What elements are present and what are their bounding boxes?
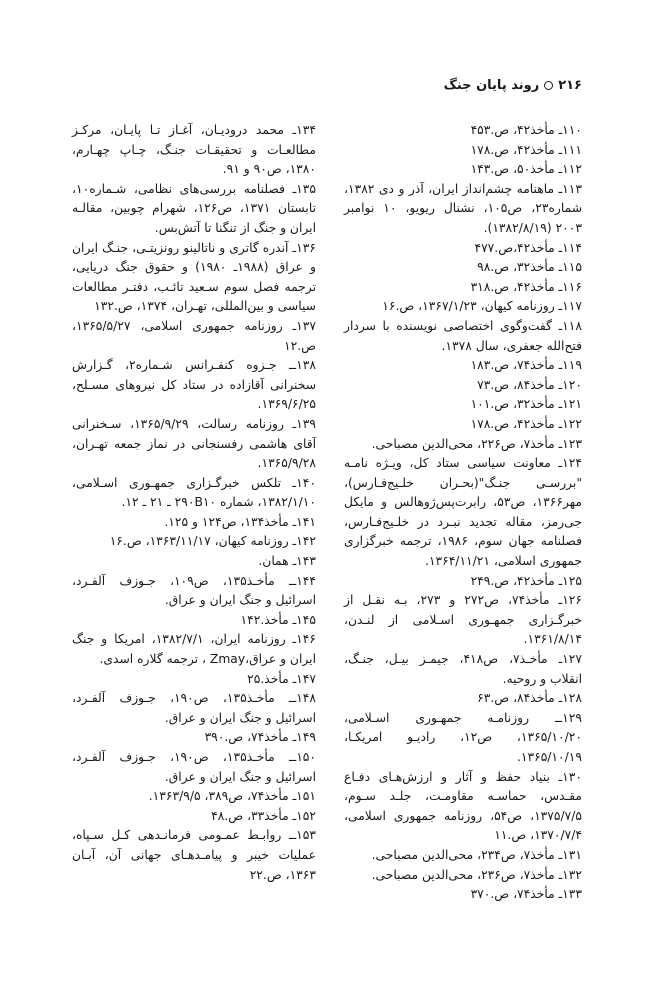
footnote-entry: ۱۱۳ـ ماهنامه چشم‌انداز ایران، آذر و دی ۱۳۸۲، شماره۲۳، ص۱۰۵، نشنال ریویو، ۱۰ نوامبر ۲۰۰۳ (۱۳۸۲/۸/۱۹).	[344, 181, 582, 235]
footnote-entry: ۱۱۱ـ مأخذ۴۲، ص.۱۷۸	[470, 142, 582, 157]
footnote-entry: ۱۲۸ـ مأخذ۸۴، ص.۶۳	[477, 691, 582, 706]
footnote-entry: ۱۱۸ـ گفت‌وگوی اختصاصی نویسنده با سردار فتح‌الله جعفری، سال ۱۳۷۸.	[344, 318, 582, 353]
footnote-entry: ۱۱۶ـ مأخذ۴۲، ص.۳۱۸	[470, 279, 582, 294]
footnote-entry: ۱۴۵ـ مأخذ.۱۴۲	[240, 612, 316, 627]
footnote-entry: ۱۳۶ـ آندره گاتری و ناتالینو رونزیتـی، جنـگ ایران و عراق (۱۹۸۸ـ ۱۹۸۰) و حقوق جنگ دریایی، ترجمه فصل سوم سـعید تائـب، دفتـر مطالعات سیاسی و بین‌المللی، تهـران، ۱۳۷۴، ص.۱۳۲	[72, 240, 316, 314]
footnote-entry: ۱۲۴ـ معاونت سیاسی ستاد کل، ویـژه نامـه "بررسـی جنـگ"(بحـران خلـیج‌فـارس)، مهر۱۳۶۶، ص۵۳، رابرت‌پس‌ژوهالس و مایکل جی‌رمز، مقاله تجدید نبـرد در خلـیج‌فـارس، فصلنامه جهان سوم، ۱۹۸۶، ترجمه خبرگزاری جمهوری اسلامی، ۱۳۶۴/۱۱/۲۱.	[344, 456, 583, 569]
footnote-entry: ۱۲۲ـ مأخذ۴۲، ص.۱۷۸	[470, 416, 582, 431]
footnote-entry: ۱۳۸ــ جـزوه کنفـرانس شـماره۲، گـزارش سخنرانی آقازاده در ستاد کل نیروهای مسـلح، ۱۳۶۹/۶/۲۵.	[72, 358, 316, 412]
footnote-entry: ۱۲۵ـ مأخذ۴۲، ص.۲۴۹	[470, 573, 582, 588]
footnote-entry: ۱۳۲ـ مأخذ۷، ص۲۳۶، محی‌الدین مصباحی.	[371, 867, 582, 882]
footnote-entry: ۱۳۹ـ روزنامه رسالت، ۱۳۶۵/۹/۲۹، سـخنرانی آقای هاشمی رفسنجانی در نماز جمعه تهـران، ۱۳۶۵/۹/۲۸.	[72, 416, 316, 471]
footnote-entry: ۱۳۵ـ فصلنامه بررسی‌های نظامی، شـماره۱۰، تابستان ۱۳۷۱، ص۱۲۶، شهرام چوبین، مقالـه ایران و جنگ از تنگنا تا آتش‌بس.	[72, 181, 316, 235]
notes-column-left	[72, 121, 316, 885]
footnote-entry: ۱۴۴ــ مأخـذ۱۳۵، ص۱۰۹، جـوزف آلفـرد، اسرائیل و جنگ ایران و عراق.	[72, 573, 317, 608]
footnote-entry: ۱۳۷ـ روزنامه جمهوری اسلامی، ۱۳۶۵/۵/۲۷، ص.۱۲	[72, 318, 316, 353]
footnote-entry: ۱۴۰ـ تلکس خبرگـزاری جمهـوری اسـلامی، ۱۳۸۲/۱/۱۰، شماره ۲۹۰B۱۰ ـ ۲۱ ـ ۱۲.	[72, 475, 316, 510]
footnote-entry: ۱۳۰ـ بنیاد حفظ و آثار و ارزش‌هـای دفـاع مقـدس، حماسـه مقاومـت، جلـد سـوم، ۱۳۷۵/۷/۵، ص۵۴، روزنامه جمهوری اسلامی، ۱۳۷۰/۷/۴، ص.۱۱	[344, 769, 582, 843]
notes-column-right	[344, 121, 582, 905]
footnote-entry: ۱۵۳ــ روابـط عمـومی فرمانـدهی کـل سـپاه، عملیات خیبر و پیامـدهـای جهانی آن، آبـان ۱۳۶۳، ص.۲۲	[72, 828, 316, 882]
footnote-entry: ۱۴۱ـ مأخذ۱۳۴، ص۱۲۴ و ۱۲۵.	[164, 514, 316, 529]
footnote-entry: ۱۴۹ـ مأخذ۷۴، ص.۳۹۰	[204, 730, 316, 745]
footnote-entry: ۱۱۴ـ مأخذ۴۲،ص.۴۷۷	[474, 240, 582, 255]
footnote-entry: ۱۴۲ـ روزنامه کیهان، ۱۳۶۳/۱۱/۱۷، ص.۱۶	[109, 534, 316, 549]
footnote-entry: ۱۴۸ــ مأخـذ۱۳۵، ص۱۹۰، جـوزف آلفـرد، اسرائیل و جنگ ایران و عراق.	[72, 691, 317, 725]
footnote-entry: ۱۴۷ـ مأخذ.۲۵	[247, 671, 316, 686]
footnote-entry: ۱۱۷ـ روزنامه کیهان، ۱۳۶۷/۱/۲۳، ص.۱۶	[382, 299, 582, 314]
footnote-entry: ۱۱۰ـ مأخذ۴۲، ص.۴۵۳	[470, 123, 582, 137]
chapter-title: روند پایان جنگ	[443, 78, 540, 93]
footnote-entry: ۱۱۲ـ مأخذ۵۰، ص.۱۴۳	[470, 162, 582, 177]
footnote-entry: ۱۲۶ـ مأخذ۷۴، ص۲۷۲ و ۲۷۳، بـه نقـل از خبرگـزاری جمهـوری اسـلامی از لنـدن، ۱۳۶۱/۸/۱۴.	[344, 593, 583, 647]
page-number: ۲۱۶	[558, 78, 582, 93]
circle-bullet-icon	[544, 81, 553, 90]
footnote-entry: ۱۵۲ـ مأخذ۳۳، ص.۴۸	[211, 808, 316, 823]
footnote-entry: ۱۵۰ــ مأخـذ۱۳۵، ص۱۹۰، جـوزف آلفـرد، اسرائیل و جنگ ایران و عراق.	[72, 750, 317, 784]
footnote-entry: ۱۲۷ـ مأخـذ۷، ص۴۱۸، جیمـز بیـل، جنـگ، انقلاب و روحیه.	[344, 652, 582, 686]
running-header	[444, 78, 582, 93]
footnote-entry: ۱۲۱ـ مأخذ۳۲، ص.۱۰۱	[470, 397, 582, 412]
footnote-entry: ۱۲۰ـ مأخذ۸۴، ص.۷۳	[477, 377, 582, 392]
footnote-entry: ۱۱۵ـ مأخذ۳۲، ص.۹۸	[477, 260, 582, 275]
footnote-entry: ۱۵۱ـ مأخذ۷۴، ص۳۸۹، ۱۳۶۳/۹/۵.	[148, 789, 316, 804]
footnote-entry: ۱۳۱ـ مأخذ۷، ص۲۳۴، محی‌الدین مصباحی.	[371, 847, 582, 862]
footnote-entry: ۱۳۴ـ محمد درودیـان، آغـاز تـا پایـان، مرکـز مطالعـات و تحقیقـات جنـگ، چـاپ چهـارم، ۱۳۸۰، ص۹۰ و ۹۱.	[72, 123, 316, 177]
footnote-entry: ۱۲۳ـ مأخذ۷، ص۲۲۶، محی‌الدین مصباحی.	[371, 436, 582, 451]
footnote-entry: ۱۱۹ـ مأخذ۷۴، ص.۱۸۳	[470, 358, 582, 373]
footnote-entry: ۱۴۶ـ روزنامه ایران، ۱۳۸۲/۷/۱، امریکا و جنگ ایران و عراق،Zmay ، ترجمه گلاره اسدی.	[72, 632, 316, 667]
footnote-entry: ۱۳۳ـ مأخذ۷۴، ص.۳۷۰	[470, 887, 582, 902]
footnote-entry: ۱۲۹ــ روزنامـه جمهـوری اسـلامی، ۱۳۶۵/۱۰/۲۰، ص۱۲، رادیـو امریکـا، ۱۳۶۵/۱۰/۱۹.	[344, 710, 582, 764]
footnote-entry: ۱۴۳ـ همان.	[258, 554, 316, 569]
